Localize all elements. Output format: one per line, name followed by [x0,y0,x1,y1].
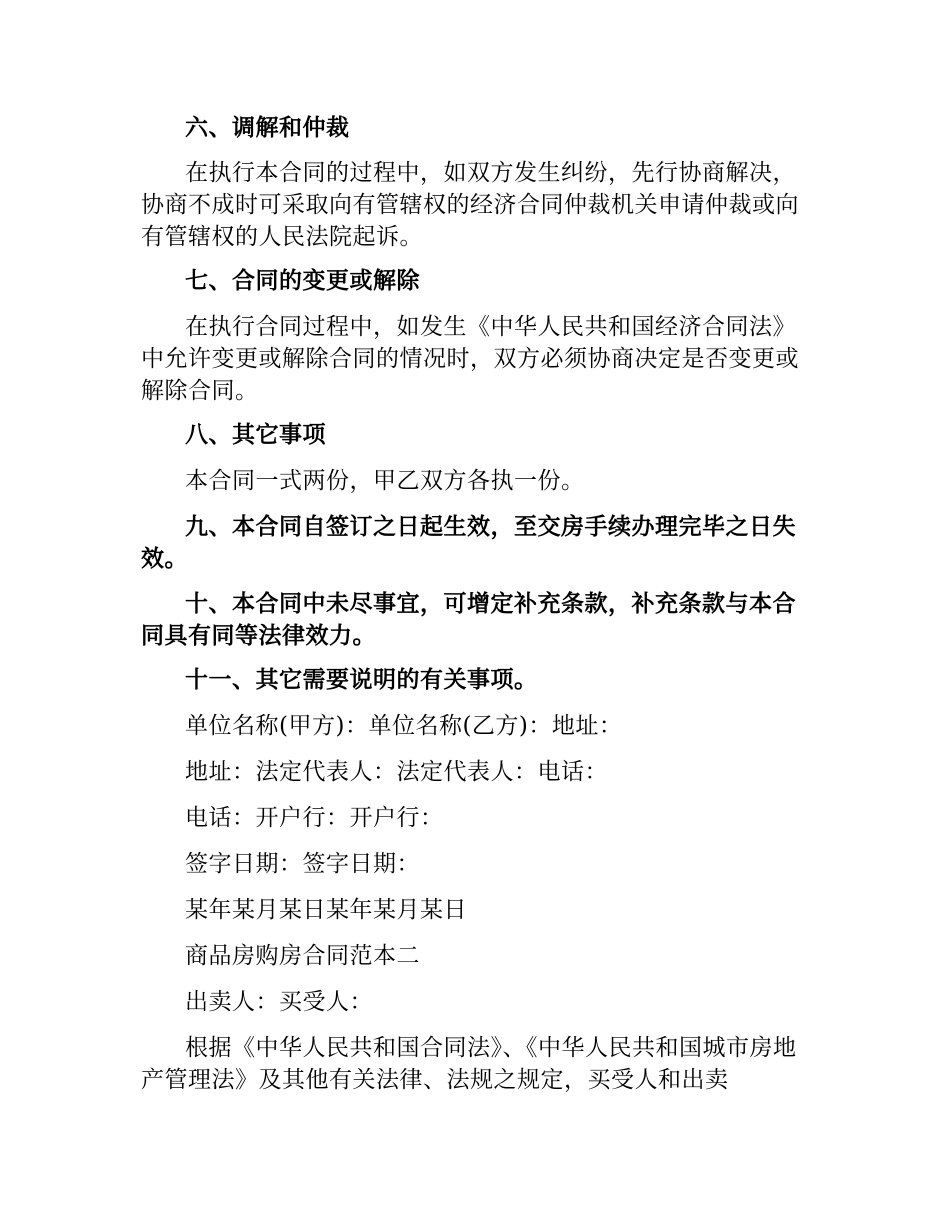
parties-line: 出卖人：买受人： [185,989,373,1015]
clause-effective-date: 九、本合同自签订之日起生效，至交房手续办理完毕之日失效。 [141,513,796,572]
signature-line-unit-name: 单位名称(甲方)：单位名称(乙方)：地址： [185,713,623,739]
section-heading-other-matters: 八、其它事项 [185,421,326,448]
paragraph-copies: 本合同一式两份，甲乙双方各执一份。 [185,468,585,494]
clause-supplementary-terms: 十、本合同中未尽事宜，可增定补充条款，补充条款与本合同具有同等法律效力。 [141,590,796,649]
signature-line-phone: 电话：开户行：开户行： [185,805,444,831]
section-heading-other-notes: 十一、其它需要说明的有关事项。 [185,666,538,693]
paragraph-contract-change: 在执行合同过程中，如发生《中华人民共和国经济合同法》中允许变更或解除合同的情况时，双方必须协商决定是否变更或解除合同。 [141,314,799,404]
section-heading-contract-change: 七、合同的变更或解除 [185,267,420,294]
paragraph-legal-basis: 根据《中华人民共和国合同法》、《中华人民共和国城市房地产管理法》及其他有关法律、法规之规定，买受人和出卖 [141,1035,797,1093]
section-heading-mediation: 六、调解和仲裁 [185,114,350,141]
template-two-title: 商品房购房合同范本二 [185,943,420,969]
signature-line-sign-date: 签字日期：签字日期： [185,851,420,877]
signature-line-dates: 某年某月某日某年某月某日 [185,897,467,923]
signature-line-address: 地址：法定代表人：法定代表人：电话： [185,759,608,785]
paragraph-mediation: 在执行本合同的过程中，如双方发生纠纷，先行协商解决，协商不成时可采取向有管辖权的经济合同仲裁机关申请仲裁或向有管辖权的人民法院起诉。 [141,160,799,250]
